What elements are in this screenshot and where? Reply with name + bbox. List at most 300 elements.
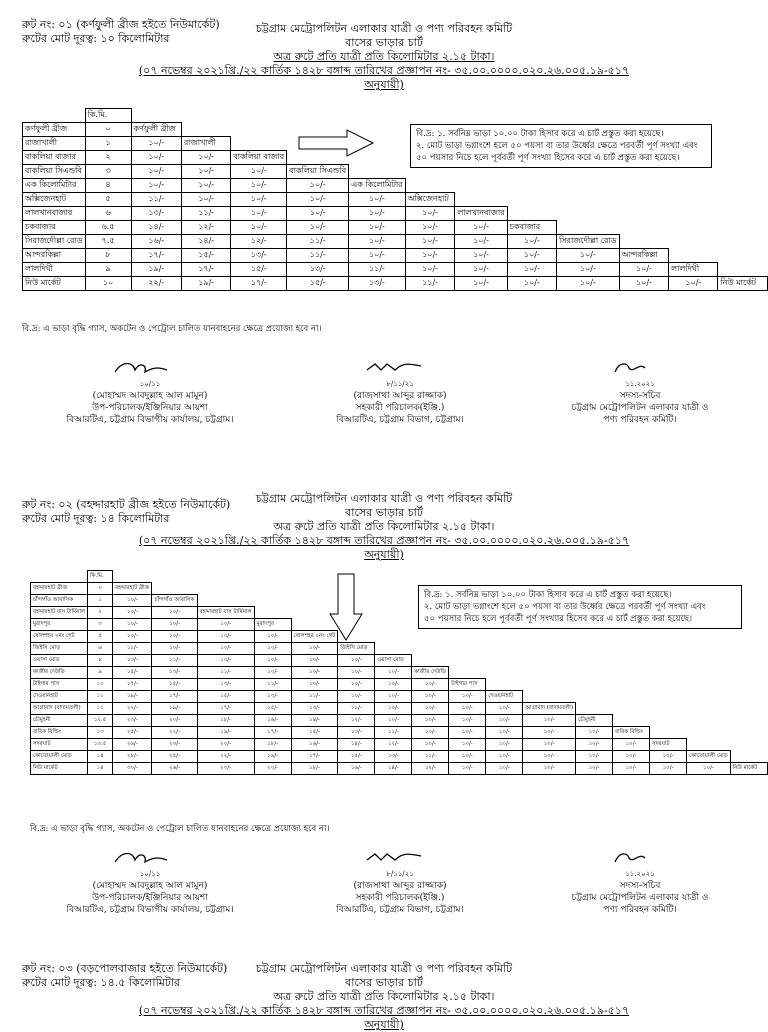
route-number: রুট নং: ০১ (কর্ণফুলী ব্রীজ হইতে নিউমার্কেট) — [22, 18, 220, 31]
fare-cell: ১০/- — [412, 715, 449, 727]
fare-cell: ১০/- — [507, 277, 556, 291]
fare-cell: ১০/- — [455, 221, 507, 235]
fare-cell: ১০/- — [349, 235, 405, 249]
fare-cell: ১৬/- — [291, 739, 338, 751]
section-2-title-block — [124, 492, 644, 562]
stop-name-diagonal: লালখানবাজার — [455, 207, 507, 221]
fare-cell: ১৯/- — [131, 263, 181, 277]
right-arrow-icon — [297, 128, 377, 158]
table-row — [31, 679, 768, 691]
note-box-2 — [418, 585, 742, 629]
km-value: ৯ — [88, 667, 113, 679]
fare-cell: ১৩/- — [197, 679, 254, 691]
signatory-org: বিআরটিএ, চট্টগ্রাম বিভাগীয় কার্যালয়, চট্টগ্রাম। — [66, 415, 234, 425]
signatory-org: বিআরটিএ, চট্টগ্রাম বিভাগীয় কার্যালয়, চট্টগ্রাম। — [66, 905, 234, 915]
stop-name-diagonal: বাকলিয়া সিএন্ডবি — [287, 165, 349, 179]
fare-cell: ১৯/- — [152, 703, 197, 715]
fare-cell: ১১/- — [291, 691, 338, 703]
fare-cell: ২০/- — [197, 739, 254, 751]
stop-name: আন্দরকিল্লা — [23, 249, 86, 263]
fare-cell: ১০/- — [576, 739, 613, 751]
fare-cell: ১০/- — [449, 751, 486, 763]
table-row — [23, 179, 768, 193]
km-value: ২ — [88, 607, 113, 619]
section-1-title-block — [124, 22, 644, 92]
fare-cell: ১৪/- — [291, 715, 338, 727]
signature-block-1 — [40, 848, 260, 916]
note-line: বি.দ্র: ১. সর্বনিম্ন ভাড়া ১০.০০ টাকা হিসাব করে এ চার্ট প্রস্তুত করা হয়েছে। — [424, 590, 672, 600]
fare-cell: ১০/- — [152, 643, 197, 655]
note-line: ৫০ পয়সার নিচে হলে পূর্ববর্তী পূর্ণ সংখ্যা হিসেব করে এ চার্ট প্রস্তুত করা হয়েছে। — [416, 153, 680, 163]
km-value: ৯ — [85, 263, 131, 277]
fare-cell: ১৫/- — [287, 277, 349, 291]
fare-cell: ১০/- — [455, 263, 507, 277]
stop-name-diagonal: দেওয়ানহাট — [486, 691, 523, 703]
stop-name: মুরাদপুর — [31, 619, 88, 631]
fare-cell: ১০/- — [507, 235, 556, 249]
stop-name-diagonal: রাজাখালী — [181, 137, 230, 151]
stop-name: নিউ মার্কেট — [31, 763, 88, 775]
fare-cell: ১০/- — [449, 715, 486, 727]
fare-cell: ১৭/- — [113, 679, 152, 691]
table-row — [23, 193, 768, 207]
fare-cell: ১১/- — [412, 751, 449, 763]
fare-cell: ১০/- — [131, 165, 181, 179]
signatory-name: (মোহাম্মদ আবদুল্লাহ আল মামুন) — [92, 391, 208, 401]
fare-cell: ১৫/- — [113, 667, 152, 679]
km-value: ৩ — [85, 165, 131, 179]
fare-cell: ১৫/- — [338, 751, 375, 763]
fare-cell: ১০/- — [375, 703, 412, 715]
fare-cell: ১০/- — [152, 607, 197, 619]
fare-cell: ১০/- — [152, 619, 197, 631]
stop-name-diagonal: ওয়াসা মোড় — [375, 655, 412, 667]
chart-subtitle: বাসের ভাড়ার চার্ট — [345, 36, 423, 49]
section-3-title-block — [124, 962, 644, 1032]
down-arrow-icon — [328, 572, 364, 642]
fare-cell: ২৫/- — [152, 751, 197, 763]
fare-cell: ১০/- — [405, 207, 455, 221]
fare-cell: ১১/- — [181, 207, 230, 221]
signatory-title: উপ-পরিচালক/ইঞ্জিনিয়ার আয়শা — [92, 893, 208, 903]
stop-name-diagonal: সিরাজদৌল্লা রোড — [556, 235, 619, 249]
fare-cell: ১০/- — [449, 703, 486, 715]
stop-name-diagonal: নিউ মার্কেট — [718, 277, 768, 291]
km-value: ৬ — [88, 643, 113, 655]
fare-cell: ১৫/- — [152, 679, 197, 691]
fare-cell: ১৪/- — [181, 235, 230, 249]
km-value: ১৪ — [88, 751, 113, 763]
fare-cell: ১৪/- — [338, 739, 375, 751]
fare-cell: ২২/- — [197, 751, 254, 763]
fare-cell: ১০/- — [613, 763, 650, 775]
fare-cell: ২৩/- — [197, 763, 254, 775]
fare-cell: ১০/- — [486, 739, 523, 751]
fare-cell: ১৩/- — [291, 703, 338, 715]
table-row — [31, 739, 768, 751]
fare-cell: ১০/- — [449, 691, 486, 703]
note-line: ২. মোট ভাড়া ভগ্নাংশে হলে ৫০ পয়সা বা তার উর্ধ্বের ক্ষেত্রে পরবর্তী পূর্ণ সংখ্যা এবং — [416, 141, 698, 151]
route-length: রুটের মোট দূরত্ব: ১৪ কিলোমিটার — [22, 512, 170, 525]
fare-cell: ১৪/- — [131, 221, 181, 235]
fare-cell: ১৭/- — [291, 751, 338, 763]
fare-cell: ১০/- — [455, 277, 507, 291]
fare-cell: ১০/- — [338, 679, 375, 691]
fare-cell: ১০/- — [197, 643, 254, 655]
fare-cell: ১০/- — [291, 655, 338, 667]
fare-cell: ১০/- — [412, 679, 449, 691]
fare-cell: ১০/- — [449, 739, 486, 751]
signature-image — [105, 358, 195, 378]
signatory-org: চট্টগ্রাম মেট্রোপলিটন এলাকার যাত্রী ও — [571, 893, 709, 903]
notice-line: (০৭ নভেম্বর ২০২১খ্রি./২২ কার্তিক ১৪২৮ বঙ্গাব্দ তারিখের প্রজ্ঞাপন নং- ৩৫.০০.০০০০.০২০.২৬.০০৫.১৯-৫১৭ অনুযায়ী) — [138, 534, 630, 561]
fare-cell: ২৬/- — [152, 763, 197, 775]
fare-cell: ১০/- — [349, 207, 405, 221]
fare-cell: ১০/- — [556, 249, 619, 263]
signatory-name: (রাজসাথা আব্দুর রাজ্জাক) — [353, 391, 447, 401]
fare-cell: ১৯/- — [181, 277, 230, 291]
fare-cell: ১০/- — [231, 165, 287, 179]
fare-cell: ১৫/- — [197, 691, 254, 703]
fare-cell: ১০/- — [291, 679, 338, 691]
km-header: কি.মি. — [88, 571, 113, 583]
stop-name-diagonal: টাইগার পাস — [449, 679, 486, 691]
table-row — [31, 703, 768, 715]
fare-cell: ১০/- — [507, 263, 556, 277]
table-row — [31, 631, 768, 643]
fare-cell: ১০/- — [254, 667, 291, 679]
fare-cell: ১০/- — [349, 249, 405, 263]
km-value: ২ — [85, 151, 131, 165]
stop-name-diagonal: সদরঘাট — [650, 739, 687, 751]
stop-name-diagonal: অক্সিজেনহাট — [405, 193, 455, 207]
fare-cell: ১০/- — [576, 751, 613, 763]
fare-cell: ১০/- — [687, 763, 731, 775]
fare-cell: ১০/- — [412, 691, 449, 703]
fare-cell: ১৭/- — [152, 691, 197, 703]
stop-name-diagonal: লালদিঘী — [669, 263, 718, 277]
fare-cell: ১০/- — [375, 691, 412, 703]
fare-cell: ১০/- — [231, 179, 287, 193]
stop-name-diagonal: আন্দরকিল্লা — [619, 249, 669, 263]
stop-name-diagonal: বারিক বিল্ডিং — [613, 727, 650, 739]
km-value: ৩ — [88, 619, 113, 631]
km-value: ১০ — [88, 679, 113, 691]
route-length: রুটের মোট দূরত্ব: ১৪.৫ কিলোমিটার — [22, 976, 181, 989]
fare-cell: ১৩/- — [113, 655, 152, 667]
fare-cell: ১০/- — [113, 607, 152, 619]
signatory-org: পণ্য পরিবহন কমিটি। — [603, 415, 677, 425]
fare-cell: ১৭/- — [197, 703, 254, 715]
stop-name: সদরঘাট — [31, 739, 88, 751]
footnote-1: বি.দ্র: এ ভাড়া বৃদ্ধি গ্যাস, অকটেন ও পেট্রোল চালিত যানবাহনের ক্ষেত্রে প্রযোজ্য হবে না। — [22, 324, 322, 334]
km-value: ১৪ — [88, 763, 113, 775]
km-value: ১২ — [88, 703, 113, 715]
stop-name: টাইগার পাস — [31, 679, 88, 691]
fare-cell: ১০/- — [556, 263, 619, 277]
fare-cell: ১০/- — [152, 631, 197, 643]
fare-cell: ১০/- — [181, 193, 230, 207]
committee-title: চট্টগ্রাম মেট্রোপলিটন এলাকার যাত্রী ও পণ্য পরিবহন কমিটি — [255, 492, 513, 505]
fare-cell: ১০/- — [338, 655, 375, 667]
fare-cell: ১০/- — [231, 207, 287, 221]
rate-line: অত্র রুটে প্রতি যাত্রী প্রতি কিলোমিটার ২.১৫ টাকা। — [273, 50, 495, 63]
stop-name: আগ্রাবাদ (বাদামতলী) — [31, 703, 88, 715]
stop-name: চকবাজার — [23, 221, 86, 235]
stop-name: সিরাজদৌল্লা রোড — [23, 235, 86, 249]
fare-cell: ১০/- — [486, 703, 523, 715]
signature-block-2 — [300, 848, 500, 916]
signature-image — [595, 358, 685, 378]
fare-cell: ১০/- — [113, 631, 152, 643]
fare-cell: ১০/- — [181, 179, 230, 193]
signatory-title: সহকারী পরিচালক(ইঞ্জি.) — [355, 893, 445, 903]
fare-cell: ১১/- — [375, 727, 412, 739]
fare-cell: ১০/- — [375, 679, 412, 691]
table-row — [23, 277, 768, 291]
fare-cell: ১০/- — [523, 751, 576, 763]
fare-cell: ১৩/- — [338, 727, 375, 739]
fare-cell: ১০/- — [287, 193, 349, 207]
fare-cell: ১০/- — [412, 703, 449, 715]
stop-name: লালদিঘী — [23, 263, 86, 277]
fare-cell: ১৭/- — [254, 727, 291, 739]
fare-cell: ১১/- — [197, 667, 254, 679]
fare-cell: ১০/- — [486, 751, 523, 763]
fare-cell: ১০/- — [291, 643, 338, 655]
fare-cell: ১০/- — [131, 151, 181, 165]
route-number: রুট নং: ০৩ (বড়পোলবাজার হইতে নিউমার্কেট) — [22, 962, 228, 975]
fare-cell: ১৩/- — [287, 263, 349, 277]
km-value: ১১ — [88, 691, 113, 703]
fare-cell: ১০/- — [523, 739, 576, 751]
fare-cell: ১০/- — [619, 263, 669, 277]
fare-cell: ১১/- — [113, 643, 152, 655]
fare-cell: ২২/- — [131, 277, 181, 291]
fare-cell: ১৮/- — [197, 715, 254, 727]
km-value: ১২.৫ — [88, 715, 113, 727]
fare-cell: ১০/- — [131, 179, 181, 193]
fare-cell: ১০/- — [375, 715, 412, 727]
fare-cell: ১০/- — [349, 193, 405, 207]
stop-name-diagonal: চৌমুহনী — [576, 715, 613, 727]
fare-cell: ১১/- — [405, 277, 455, 291]
fare-cell: ১০/- — [231, 193, 287, 207]
km-value: ৪ — [85, 179, 131, 193]
signatory-title: সহকারী পরিচালক(ইঞ্জি.) — [355, 403, 445, 413]
signatory-title: উপ-পরিচালক/ইঞ্জিনিয়ার আয়শা — [92, 403, 208, 413]
fare-cell: ২৬/- — [113, 739, 152, 751]
stop-name-diagonal: কোতোয়ালী মোড় — [687, 751, 731, 763]
fare-cell: ১২/- — [181, 221, 230, 235]
fare-cell: ১৯/- — [254, 751, 291, 763]
stop-name-diagonal: মুরাদপুর — [254, 619, 291, 631]
fare-cell: ১০/- — [338, 691, 375, 703]
stop-name: জিইসি মোড় — [31, 643, 88, 655]
signatory-name: (রাজসাথা আব্দুর রাজ্জাক) — [353, 881, 447, 891]
km-value: ৮ — [88, 655, 113, 667]
km-value: ৮ — [85, 249, 131, 263]
fare-cell: ১০/- — [405, 221, 455, 235]
fare-cell: ১২/- — [412, 763, 449, 775]
fare-cell: ১০/- — [486, 763, 523, 775]
stop-name: অক্সিজেনহাট — [23, 193, 86, 207]
fare-cell: ১০/- — [523, 715, 576, 727]
note-line: ২. মোট ভাড়া ভগ্নাংশে হলে ৫০ পয়সা বা তার উর্ধ্বের ক্ষেত্রে পরবর্তী পূর্ণ সংখ্যা এবং — [424, 602, 706, 612]
fare-cell: ১০/- — [231, 221, 287, 235]
fare-cell: ১০/- — [131, 137, 181, 151]
stop-name: বহদ্দারহাট ব্রীজ — [31, 583, 88, 595]
table-row — [31, 751, 768, 763]
fare-cell: ১৯/- — [113, 691, 152, 703]
stop-name-diagonal: এক কিলোমিটার — [349, 179, 405, 193]
table-row — [23, 263, 768, 277]
fare-cell: ১০/- — [197, 631, 254, 643]
committee-title: চট্টগ্রাম মেট্রোপলিটন এলাকার যাত্রী ও পণ্য পরিবহন কমিটি — [255, 962, 513, 975]
fare-cell: ১০/- — [405, 249, 455, 263]
stop-name: কোতোয়ালী মোড় — [31, 751, 88, 763]
signatory-title: সদস্য-সচিব — [619, 881, 661, 891]
stop-name-diagonal: চকবাজার — [507, 221, 556, 235]
signatory-org: পণ্য পরিবহন কমিটি। — [603, 905, 677, 915]
note-line: ৫০ পয়সার নিচে হলে পূর্ববর্তী পূর্ণ সংখ্যার হিসেব করে এ চার্ট প্রস্তুত করা হয়েছে। — [424, 614, 693, 624]
fare-cell: ১০/- — [449, 727, 486, 739]
signature-image — [355, 848, 445, 868]
fare-cell: ১৩/- — [131, 207, 181, 221]
signature-block-2 — [300, 358, 500, 426]
fare-cell: ১১/- — [152, 655, 197, 667]
fare-cell: ১০/- — [291, 667, 338, 679]
footnote-2: বি.দ্র: এ ভাড়া বৃদ্ধি গ্যাস, অকটেন ও পেট্রোল চালিত যানবাহনের ক্ষেত্রে প্রযোজ্য হবে না। — [30, 824, 330, 834]
fare-cell: ২৫/- — [113, 727, 152, 739]
signature-date: ১১.২০২১ — [625, 380, 655, 388]
fare-cell: ১৫/- — [231, 263, 287, 277]
fare-cell: ১০/- — [181, 165, 230, 179]
fare-cell: ১০/- — [113, 595, 152, 607]
km-value: ৬.৫ — [85, 221, 131, 235]
stop-name-diagonal: বহদ্দারহাট বাস টার্মিনাল — [197, 607, 254, 619]
km-value: ০ — [88, 583, 113, 595]
fare-cell: ১০/- — [197, 655, 254, 667]
fare-cell: ১৩/- — [254, 691, 291, 703]
fare-cell: ১০/- — [254, 631, 291, 643]
fare-cell: ১৭/- — [231, 277, 287, 291]
signature-date: ১০/১১ — [139, 380, 161, 388]
km-header: কি.মি. — [85, 109, 131, 123]
signature-image — [595, 848, 685, 868]
stop-name: কাজীর দেউড়ি — [31, 667, 88, 679]
km-value: ৭.৫ — [85, 235, 131, 249]
fare-cell: ১০/- — [650, 751, 687, 763]
fare-cell: ১২/- — [338, 715, 375, 727]
table-row — [31, 655, 768, 667]
fare-cell: ১০/- — [455, 235, 507, 249]
stop-name-diagonal: জিইসি মোড় — [338, 643, 375, 655]
fare-cell: ১১/- — [131, 193, 181, 207]
table-row — [31, 643, 768, 655]
fare-cell: ১৮/- — [291, 763, 338, 775]
fare-cell: ১৩/- — [152, 667, 197, 679]
table-row — [23, 207, 768, 221]
fare-cell: ১০/- — [455, 249, 507, 263]
signature-image — [105, 848, 195, 868]
fare-cell: ১৮/- — [254, 739, 291, 751]
km-value: ১৩.৫ — [88, 739, 113, 751]
fare-cell: ১০/- — [576, 763, 613, 775]
stop-name: এক কিলোমিটার — [23, 179, 86, 193]
fare-cell: ২২/- — [113, 703, 152, 715]
fare-cell: ১১/- — [287, 249, 349, 263]
fare-cell: ১০/- — [650, 763, 687, 775]
fare-cell: ১১/- — [254, 679, 291, 691]
fare-cell: ১০/- — [507, 249, 556, 263]
fare-cell: ১০/- — [349, 221, 405, 235]
stop-name: নিউ মার্কেট — [23, 277, 86, 291]
fare-cell: ১৫/- — [181, 249, 230, 263]
fare-cell: ১৯/- — [197, 727, 254, 739]
fare-cell: ১০/- — [287, 179, 349, 193]
fare-cell: ১০/- — [287, 221, 349, 235]
signature-image — [355, 358, 445, 378]
fare-cell: ১৬/- — [131, 235, 181, 249]
fare-cell: ১৭/- — [181, 263, 230, 277]
fare-cell: ১০/- — [181, 151, 230, 165]
fare-cell: ১৬/- — [254, 715, 291, 727]
stop-name: দেওয়ানহাট — [31, 691, 88, 703]
fare-cell: ২০/- — [152, 715, 197, 727]
note-box-1 — [410, 124, 712, 168]
stop-name: লালখানবাজার — [23, 207, 86, 221]
stop-name: রাজাখালী — [23, 137, 86, 151]
signature-date: ৮/১১/২১ — [386, 870, 414, 878]
stop-name: ষোলশহর ২নং গেট — [31, 631, 88, 643]
fare-cell: ১০/- — [405, 235, 455, 249]
route-length: রুটের মোট দূরত্ব: ১০ কিলোমিটার — [22, 32, 170, 45]
notice-line: (০৭ নভেম্বর ২০২১খ্রি./২২ কার্তিক ১৪২৮ বঙ্গাব্দ তারিখের প্রজ্ঞাপন নং- ৩৫.০০.০০০০.০২০.২৬.০০৫.১৯-৫১৭ অনুযায়ী) — [138, 64, 630, 91]
km-value: ৫ — [85, 193, 131, 207]
km-value: ৫ — [88, 631, 113, 643]
stop-name: ওয়াসা মোড় — [31, 655, 88, 667]
fare-cell: ২২/- — [152, 727, 197, 739]
table-row — [23, 221, 768, 235]
fare-cell: ১০/- — [619, 277, 669, 291]
table-row — [31, 715, 768, 727]
fare-cell: ১৩/- — [375, 751, 412, 763]
fare-cell: ১০/- — [486, 727, 523, 739]
fare-cell: ১০/- — [405, 263, 455, 277]
signatory-org: বিআরটিএ, চট্টগ্রাম বিভাগ, চট্টগ্রাম। — [336, 415, 464, 425]
km-value: ১৩ — [88, 727, 113, 739]
fare-cell: ১০/- — [254, 655, 291, 667]
fare-cell: ১০/- — [113, 619, 152, 631]
stop-name: বহদ্দারহাট বাস টার্মিনাল — [31, 607, 88, 619]
km-value: ০ — [85, 123, 131, 137]
table-row — [31, 727, 768, 739]
fare-cell: ২০/- — [254, 763, 291, 775]
fare-cell: ১৩/- — [349, 277, 405, 291]
fare-cell: ১৩/- — [231, 249, 287, 263]
table-row — [23, 235, 768, 249]
signature-block-3 — [550, 848, 730, 916]
signature-date: ১১.২০২১ — [625, 870, 655, 878]
stop-name-diagonal: চাঁন্দগাঁও আবাসিক — [152, 595, 197, 607]
fare-cell: ২৩/- — [152, 739, 197, 751]
fare-cell: ১১/- — [287, 235, 349, 249]
fare-cell: ১০/- — [375, 667, 412, 679]
fare-cell: ১০/- — [613, 751, 650, 763]
stop-name: কর্ণফুলী ব্রীজ — [23, 123, 86, 137]
stop-name-diagonal: কর্ণফুলী ব্রীজ — [131, 123, 181, 137]
